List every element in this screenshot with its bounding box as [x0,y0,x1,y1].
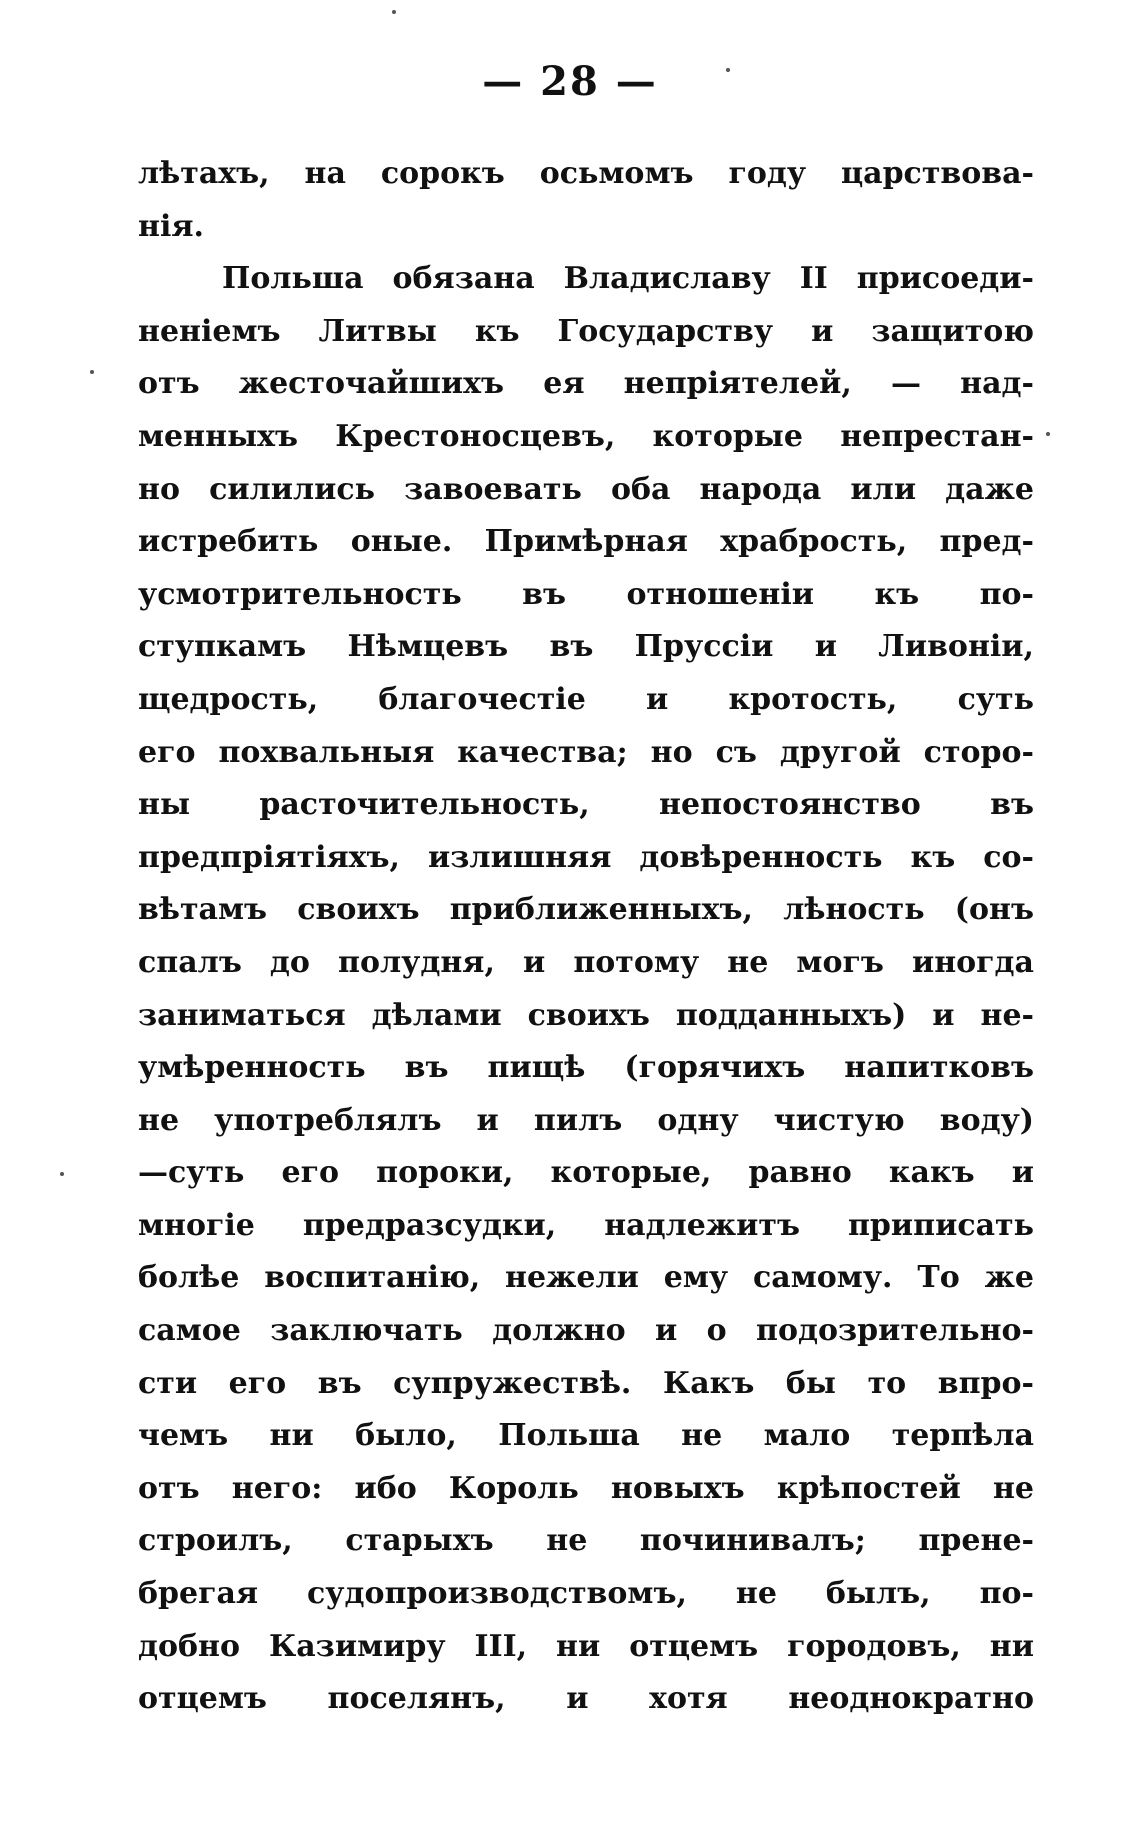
text-line: усмотрительность въ отношеніи къ по- [138,576,1034,612]
page-number: — 28 — [482,58,658,105]
text-line: отцемъ поселянъ, и хотя неоднократно [138,1681,1034,1717]
text-line: добно Казимиру III, ни отцемъ городовъ, ни [138,1628,1034,1664]
text-line: умѣренность въ пищѣ (горячихъ напитковъ [138,1050,1034,1086]
text-line: брегая судопроизводствомъ, не былъ, по- [138,1576,1034,1612]
text-line: самое заключать должно и о подозрительно- [138,1313,1034,1349]
print-speck [392,10,396,14]
text-line: ны расточительность, непостоянство въ [138,787,1034,823]
text-line: болѣе воспитанію, нежели ему самому. То же [138,1260,1034,1296]
text-line: многіе предразсудки, надлежитъ приписать [138,1207,1034,1243]
text-line: но силились завоевать оба народа или даже [138,471,1034,507]
text-line: нія. [138,208,204,244]
text-line: его похвальныя качества; но съ другой сторо- [138,734,1034,770]
text-line: строилъ, старыхъ не починивалъ; прене- [138,1523,1034,1559]
text-line: сти его въ супружествѣ. Какъ бы то впро- [138,1365,1034,1401]
text-body [138,148,1034,1726]
text-line: предпріятіяхъ, излишняя довѣренность къ со- [138,839,1034,875]
text-line: Польша обязана Владиславу II присоеди- [222,261,1034,297]
text-line: —суть его пороки, которые, равно какъ и [138,1155,1034,1191]
print-speck [726,68,730,72]
text-line: ступкамъ Нѣмцевъ въ Пруссіи и Ливоніи, [138,629,1034,665]
print-speck [1046,432,1050,436]
text-line: вѣтамъ своихъ приближенныхъ, лѣность (онъ [138,892,1034,928]
print-speck [90,370,94,374]
text-line: отъ жесточайшихъ ея непріятелей, — над- [138,366,1034,402]
text-line: щедрость, благочестіе и кротость, суть [138,681,1034,717]
print-speck [60,1172,64,1176]
text-line: отъ него: ибо Король новыхъ крѣпостей не [138,1470,1034,1506]
text-line: лѣтахъ, на сорокъ осьмомъ году царствова- [138,156,1034,191]
text-line: менныхъ Крестоносцевъ, которые непрестан- [138,418,1034,454]
text-line: не употреблялъ и пилъ одну чистую воду) [138,1102,1034,1138]
text-line: заниматься дѣлами своихъ подданныхъ) и не- [138,997,1034,1033]
text-line: спалъ до полудня, и потому не могъ иногда [138,944,1034,980]
text-line: истребить оные. Примѣрная храбрость, пред- [138,524,1034,560]
text-line: чемъ ни было, Польша не мало терпѣла [138,1418,1034,1454]
text-line: неніемъ Литвы къ Государству и защитою [138,313,1034,349]
